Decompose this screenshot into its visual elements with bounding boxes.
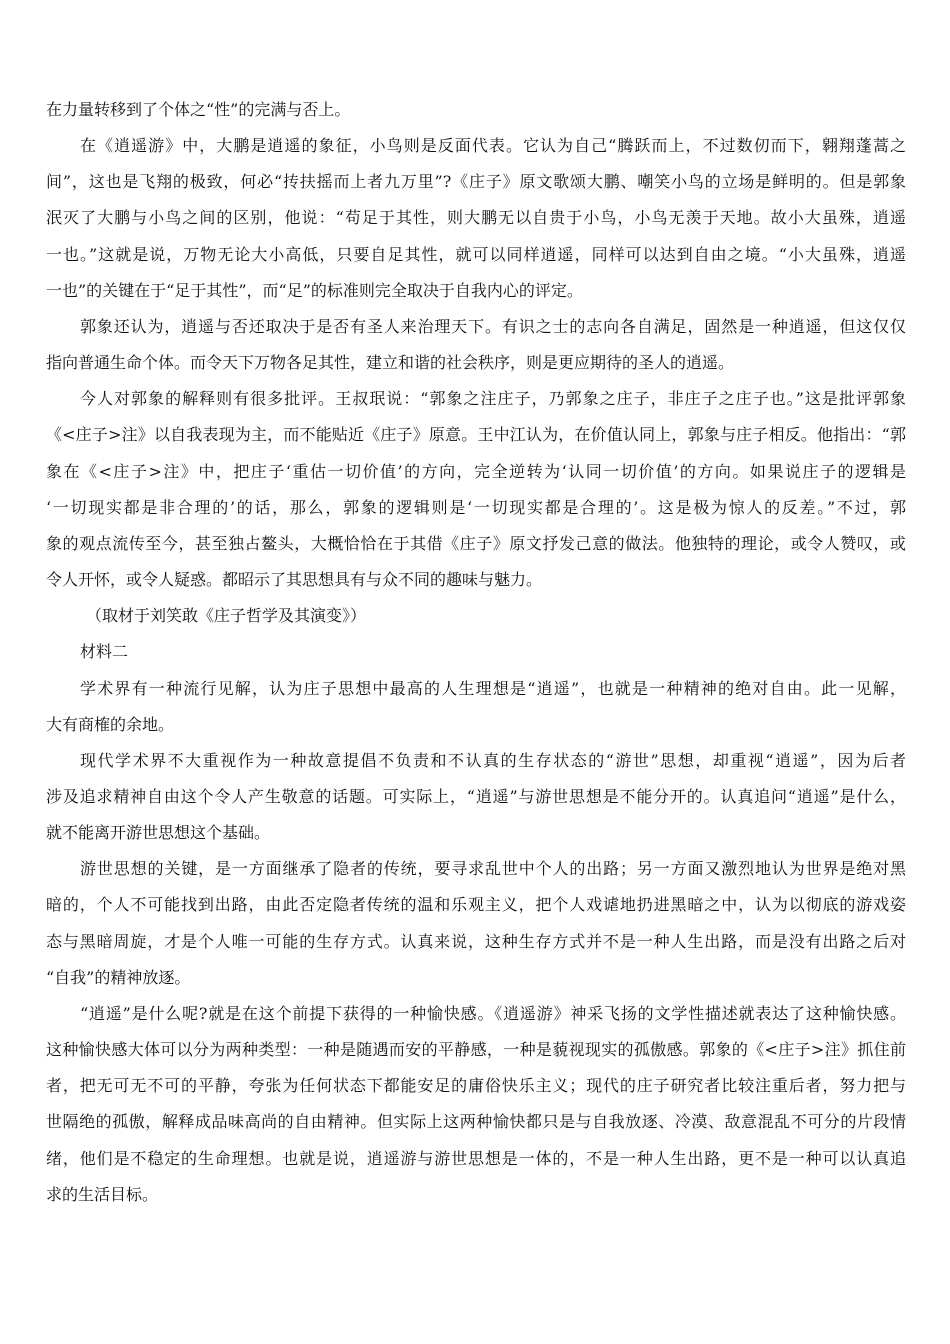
text-line: 令人开怀，或令人疑惑。都昭示了其思想具有与众不同的趣味与魅力。 <box>46 570 543 590</box>
paragraph <box>46 851 906 996</box>
text-line: 世隔绝的孤傲，解释成品味高尚的自由精神。但实际上这两种愉快都只是与自我放逐、冷漠、敌意混乱不可分的片段情 <box>46 1112 906 1132</box>
document-body <box>46 92 906 1213</box>
text-line: 暗的，个人不可能找到出路，由此否定隐者传统的温和乐观主义，把个人戏谑地扔进黑暗之中，认为以彻底的游戏姿 <box>46 895 906 915</box>
text-line: 象的观点流传至今，甚至独占鳌头，大概恰恰在于其借《庄子》原文抒发己意的做法。他独特的理论，或令人赞叹，或 <box>46 533 906 553</box>
text-line: 材料二 <box>80 642 129 662</box>
text-line: 一也”的关键在于“足于其性”，而“足”的标准则完全取决于自我内心的评定。 <box>46 280 583 300</box>
paragraph <box>46 996 906 1213</box>
text-line: 这种愉快感大体可以分为两种类型：一种是随遇而安的平静感，一种是藐视现实的孤傲感。郭象的《<庄子>注》抓住前 <box>46 1040 906 1060</box>
paragraph <box>46 634 906 670</box>
text-line: 大有商榷的余地。 <box>46 714 175 734</box>
text-line: 间”，这也是飞翔的极致，何必“抟扶摇而上者九万里”?《庄子》原文歌颂大鹏、嘲笑小鸟的立场是鲜明的。但是郭象 <box>46 172 906 192</box>
paragraph <box>46 92 906 128</box>
text-line: （取材于刘笑敢《庄子哲学及其演变》） <box>86 606 367 626</box>
text-line: 泯灭了大鹏与小鸟之间的区别，他说：“苟足于其性，则大鹏无以自贵于小鸟，小鸟无羡于天地。故小大虽殊，逍遥 <box>46 208 906 228</box>
text-line: 学术界有一种流行见解，认为庄子思想中最高的人生理想是“逍遥”，也就是一种精神的绝对自由。此一见解， <box>80 678 906 698</box>
text-line: 象在《<庄子>注》中，把庄子‘重估一切价值’的方向，完全逆转为‘认同一切价值’的方向。如果说庄子的逻辑是 <box>46 461 906 481</box>
text-line: 郭象还认为，逍遥与否还取决于是否有圣人来治理天下。有识之士的志向各自满足，固然是一种逍遥，但这仅仅 <box>80 316 906 336</box>
text-line: 在力量转移到了个体之“性”的完满与否上。 <box>46 100 351 119</box>
paragraph <box>46 309 906 381</box>
text-line: 态与黑暗周旋，才是个人唯一可能的生存方式。认真来说，这种生存方式并不是一种人生出路，而是没有出路之后对 <box>46 931 906 951</box>
paragraph <box>46 128 906 309</box>
text-line: ‘一切现实都是非合理的’的话，那么，郭象的逻辑则是‘一切现实都是合理的’。这是极为惊人的反差。”不过，郭 <box>46 497 906 517</box>
text-line: 指向普通生命个体。而令天下万物各足其性，建立和谐的社会秩序，则是更应期待的圣人的逍遥。 <box>46 353 735 373</box>
text-line: 游世思想的关键，是一方面继承了隐者的传统，要寻求乱世中个人的出路；另一方面又激烈地认为世界是绝对黑 <box>80 859 906 879</box>
paragraph <box>46 743 906 851</box>
text-line: 《<庄子>注》以自我表现为主，而不能贴近《庄子》原意。王中江认为，在价值认同上，郭象与庄子相反。他指出：“郭 <box>46 425 906 445</box>
paragraph <box>46 381 906 598</box>
text-line: 涉及追求精神自由这个令人产生敬意的话题。可实际上，“逍遥”与游世思想是不能分开的。认真追问“逍遥”是什么， <box>46 786 906 806</box>
paragraph <box>46 671 906 743</box>
text-line: 求的生活目标。 <box>46 1184 159 1204</box>
source-citation <box>46 598 906 634</box>
text-line: 现代学术界不大重视作为一种故意提倡不负责和不认真的生存状态的“游世”思想，却重视“逍遥”，因为后者 <box>80 750 906 770</box>
text-line: 就不能离开游世思想这个基础。 <box>46 823 271 843</box>
text-line: “自我”的精神放逐。 <box>46 967 191 987</box>
text-line: 一也。”这就是说，万物无论大小高低，只要自足其性，就可以同样逍遥，同样可以达到自由之境。“小大虽殊，逍遥 <box>46 244 906 264</box>
text-line: 在《逍遥游》中，大鹏是逍遥的象征，小鸟则是反面代表。它认为自己“腾跃而上，不过数仞而下，翱翔蓬蒿之 <box>80 136 906 156</box>
text-line: 今人对郭象的解释则有很多批评。王叔珉说：“郭象之注庄子，乃郭象之庄子，非庄子之庄子也。”这是批评郭象 <box>80 389 906 409</box>
text-line: 者，把无可无不可的平静，夸张为任何状态下都能安足的庸俗快乐主义；现代的庄子研究者比较注重后者，努力把与 <box>46 1076 906 1096</box>
text-line: “逍遥”是什么呢?就是在这个前提下获得的一种愉快感。《逍遥游》神采飞扬的文学性描述就表达了这种愉快感。 <box>80 1003 906 1023</box>
text-line: 绪，他们是不稳定的生命理想。也就是说，逍遥游与游世思想是一体的，不是一种人生出路，更不是一种可以认真追 <box>46 1148 906 1168</box>
